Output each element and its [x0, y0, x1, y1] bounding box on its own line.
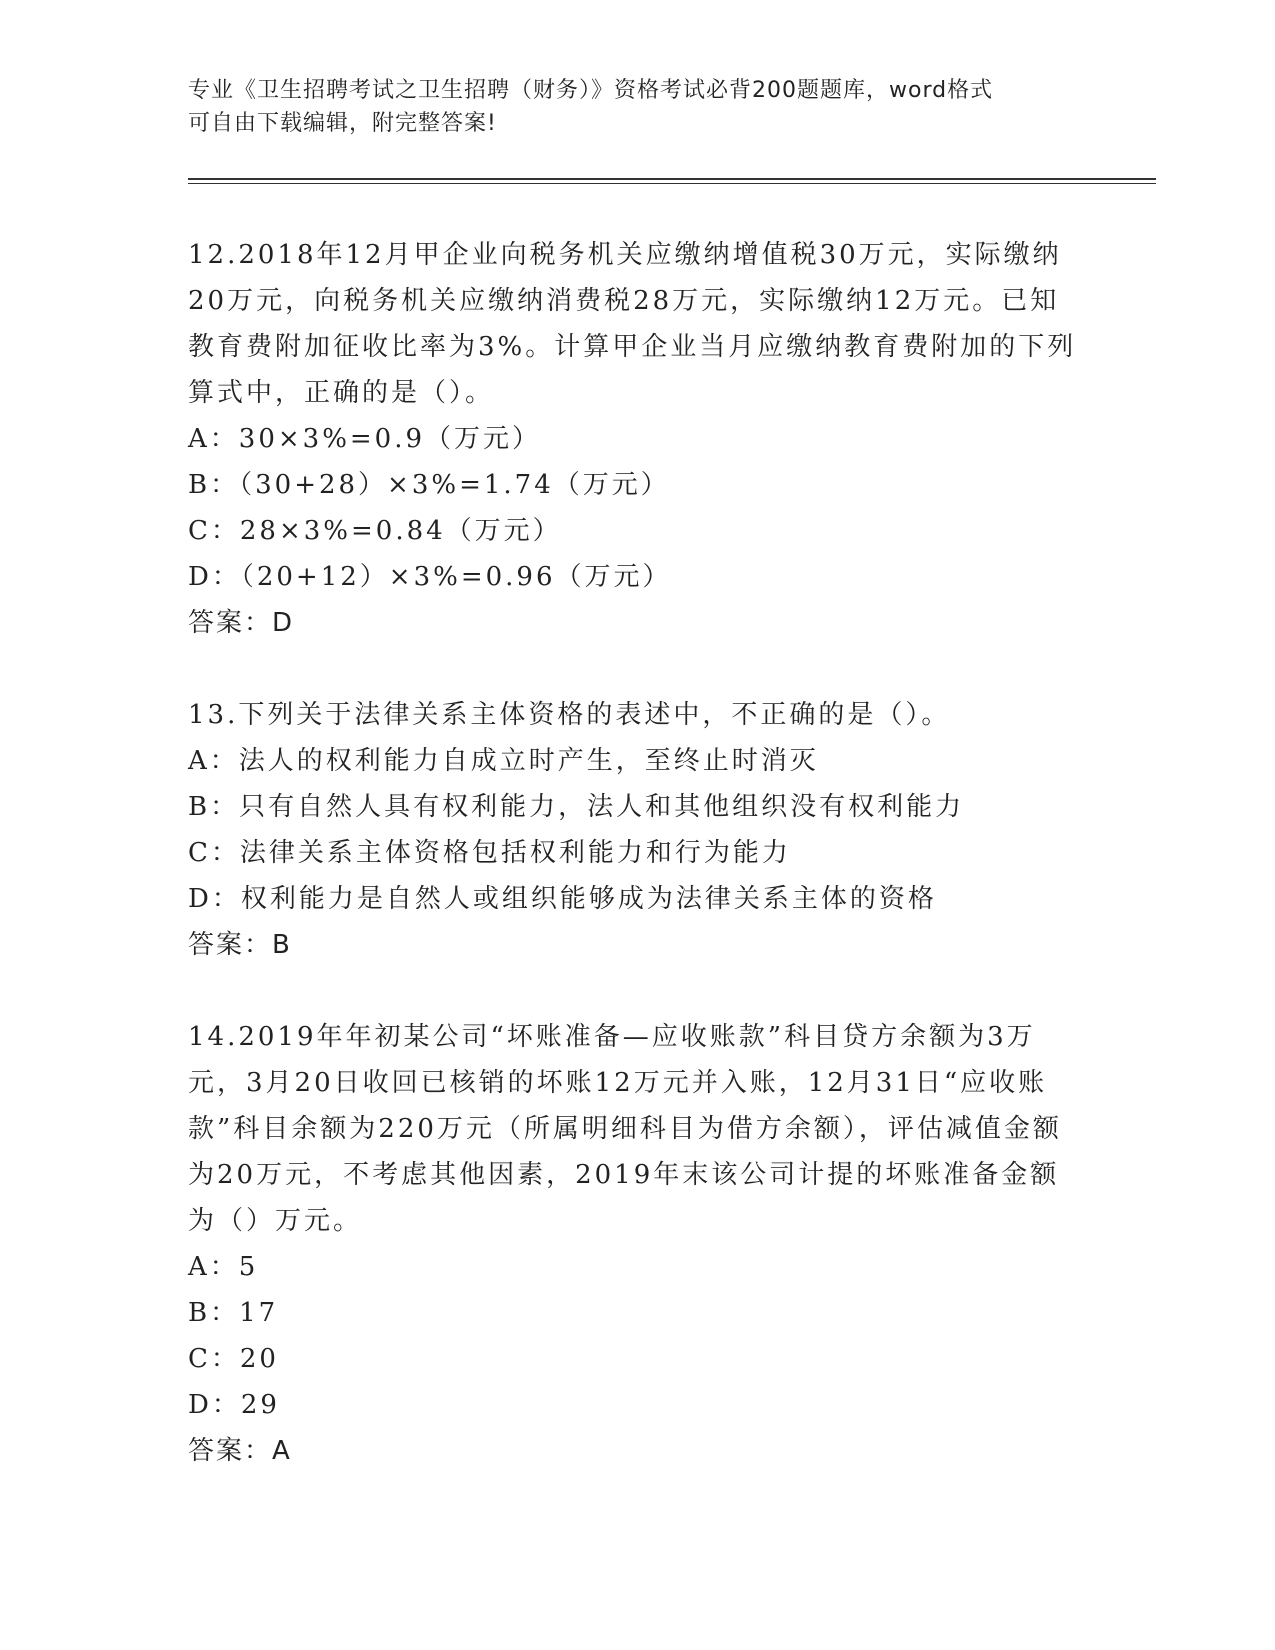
- question-12: [188, 232, 1088, 646]
- option-b: B：（30+28）×3%=1.74（万元）: [188, 470, 670, 500]
- answer-line: 答案：A: [188, 1436, 292, 1466]
- option-list: [188, 738, 1088, 922]
- option-a: A：5: [188, 1252, 259, 1282]
- option-a: A：法人的权利能力自成立时产生，至终止时消灭: [188, 746, 819, 776]
- option-d: D：（20+12）×3%=0.96（万元）: [188, 562, 672, 592]
- option-list: [188, 1244, 1088, 1428]
- answer-line: 答案：B: [188, 930, 292, 960]
- question-stem: 12.2018年12月甲企业向税务机关应缴纳增值税30万元，实际缴纳20万元，向税务机关应缴纳消费税28万元，实际缴纳12万元。已知教育费附加征收比率为3%。计算甲企业当月应缴纳教育费附加的下列算式中，正确的是（）。: [188, 240, 1077, 408]
- header-title-line-1: 专业《卫生招聘考试之卫生招聘（财务）》资格考试必背200题题库，word格式: [188, 78, 994, 103]
- question-14: [188, 1014, 1088, 1474]
- option-c: C：20: [188, 1344, 279, 1374]
- option-d: D：权利能力是自然人或组织能够成为法律关系主体的资格: [188, 884, 937, 914]
- option-c: C：28×3%=0.84（万元）: [188, 516, 562, 546]
- header-divider-thick: [188, 178, 1156, 180]
- option-c: C：法律关系主体资格包括权利能力和行为能力: [188, 838, 791, 868]
- option-a: A：30×3%=0.9（万元）: [188, 424, 542, 454]
- header-divider-thin: [188, 183, 1156, 184]
- answer-line: 答案：D: [188, 608, 295, 638]
- question-list: [188, 232, 1088, 1520]
- question-13: [188, 692, 1088, 968]
- option-list: [188, 416, 1088, 600]
- option-b: B：17: [188, 1298, 279, 1328]
- option-b: B：只有自然人具有权利能力，法人和其他组织没有权利能力: [188, 792, 965, 822]
- question-stem: 13.下列关于法律关系主体资格的表述中，不正确的是（）。: [188, 700, 951, 730]
- option-d: D：29: [188, 1390, 280, 1420]
- question-stem: 14.2019年年初某公司“坏账准备—应收账款”科目贷方余额为3万元，3月20日收回已核销的坏账12万元并入账，12月31日“应收账款”科目余额为220万元（所属明细科目为借方余额），评估减值金额为20万元，不考虑其他因素，2019年末该公司计提的坏账准备金额为（）万元。: [188, 1022, 1062, 1236]
- header-title-line-2: 可自由下载编辑，附完整答案!: [188, 111, 497, 136]
- document-header: [188, 74, 1088, 140]
